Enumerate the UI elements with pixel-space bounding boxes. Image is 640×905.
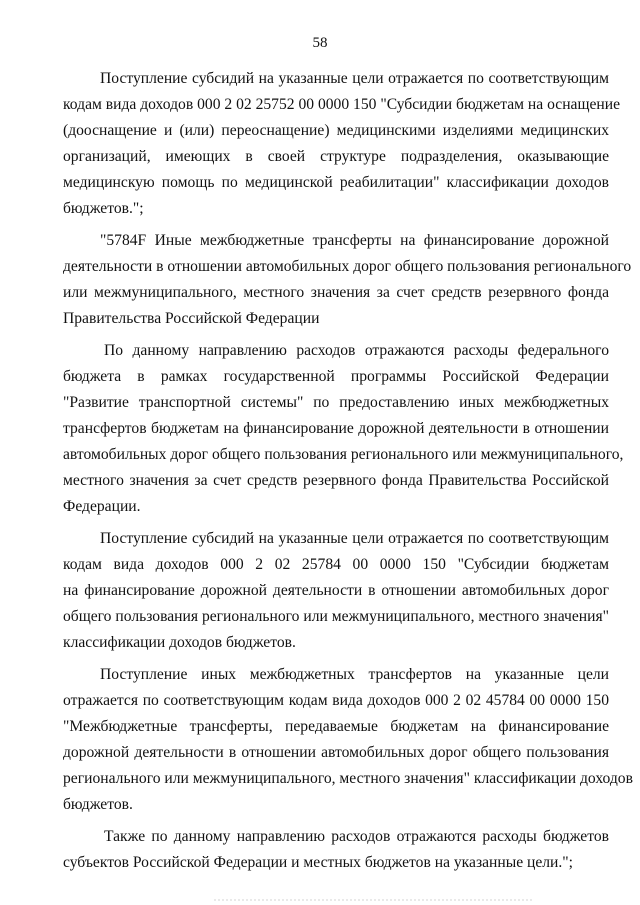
text-line: местного значения за счет средств резервного фонда Правительства Российской <box>63 472 609 489</box>
text-line: "Межбюджетные трансферты, передаваемые бюджетам на финансирование <box>63 718 609 735</box>
text-line: Поступление субсидий на указанные цели отражается по соответствующим <box>100 70 609 87</box>
text-line: Также по данному направлению расходов отражаются расходы бюджетов <box>104 828 609 845</box>
text-line: Федерации. <box>63 498 141 515</box>
text-line: или межмуниципального, местного значения за счет средств резервного фонда <box>63 284 609 301</box>
scan-artifact <box>213 899 533 901</box>
text-line: Поступление иных межбюджетных трансфертов на указанные цели <box>100 666 609 683</box>
paragraph-5784f-heading <box>63 228 632 332</box>
text-line: Правительства Российской Федерации <box>63 310 320 327</box>
paragraph-interbudget-transfers <box>63 662 633 818</box>
text-line: деятельности в отношении автомобильных дорог общего пользования регионального <box>63 258 632 275</box>
text-line: автомобильных дорог общего пользования регионального или межмуниципального, <box>63 446 624 463</box>
text-line: По данному направлению расходов отражаются расходы федерального <box>104 342 609 359</box>
text-line: кодам вида доходов 000 2 02 25784 00 0000 150 "Субсидии бюджетам <box>63 556 609 573</box>
text-line: на финансирование дорожной деятельности в отношении автомобильных дорог <box>63 582 609 599</box>
document-body <box>63 66 633 882</box>
text-line: "5784F Иные межбюджетные трансферты на финансирование дорожной <box>100 232 609 249</box>
text-line: бюджета в рамках государственной программы Российской Федерации <box>63 368 609 385</box>
text-line: "Развитие транспортной системы" по предоставлению иных межбюджетных <box>63 394 609 411</box>
paragraph-subject-budgets <box>63 824 609 876</box>
paragraph-expense-direction <box>63 338 624 520</box>
text-line: субъектов Российской Федерации и местных бюджетов на указанные цели."; <box>63 854 574 871</box>
text-line: классификации доходов бюджетов. <box>63 634 296 651</box>
text-line: Поступление субсидий на указанные цели отражается по соответствующим <box>100 530 609 547</box>
paragraph-subsidy-roads <box>63 526 609 656</box>
text-line: медицинскую помощь по медицинской реабилитации" классификации доходов <box>63 174 609 191</box>
text-line: трансфертов бюджетам на финансирование дорожной деятельности в отношении <box>63 420 609 437</box>
text-line: регионального или межмуниципального, местного значения" классификации доходов <box>63 770 633 787</box>
text-line: организаций, имеющих в своей структуре подразделения, оказывающие <box>63 148 609 165</box>
text-line: отражается по соответствующим кодам вида доходов 000 2 02 45784 00 0000 150 <box>63 692 609 709</box>
paragraph-subsidy-rehab <box>63 66 621 222</box>
page-number: 58 <box>312 35 328 51</box>
text-line: бюджетов."; <box>63 200 144 217</box>
text-line: кодам вида доходов 000 2 02 25752 00 0000 150 "Субсидии бюджетам на оснащение <box>63 96 621 113</box>
text-line: бюджетов. <box>63 796 133 813</box>
text-line: общего пользования регионального или межмуниципального, местного значения" <box>63 608 609 625</box>
text-line: дорожной деятельности в отношении автомобильных дорог общего пользования <box>63 744 609 761</box>
text-line: (дооснащение и (или) переоснащение) медицинскими изделиями медицинских <box>63 122 609 139</box>
